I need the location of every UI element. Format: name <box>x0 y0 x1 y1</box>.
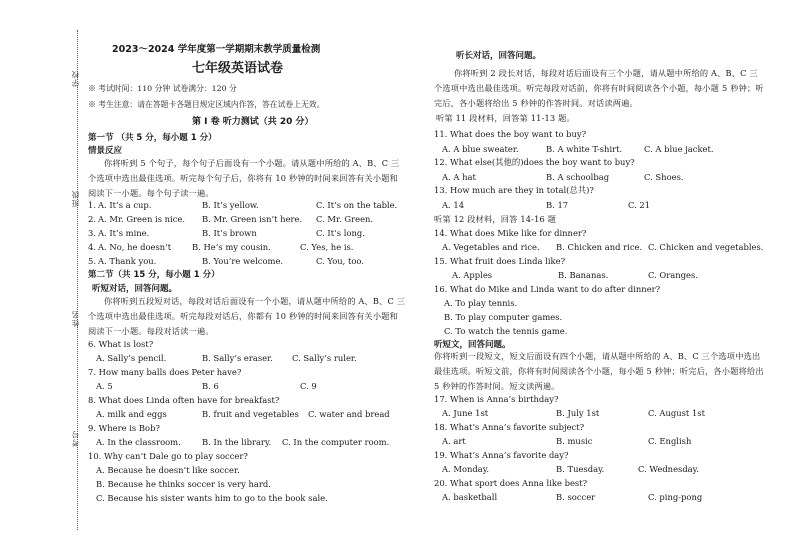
binding-margin <box>0 0 85 560</box>
question-12: 12. What else(其他的)does the boy want to buy? <box>434 157 635 167</box>
notice: ※ 考生注意：请在答题卡各题目规定区域内作答，答在试卷上无效。 <box>88 100 325 109</box>
question-7: 7. How many balls does Peter have? <box>88 367 242 377</box>
material-12-note: 听第 12 段材料，回答 14-16 题 <box>434 214 557 224</box>
section1-subtitle: 情景反应 <box>88 146 123 156</box>
binding-field-class: 班级 <box>71 190 80 207</box>
question-8: 8. What does Linda often have for breakfast? <box>88 395 280 405</box>
time-note: ※ 考试时间：110 分钟 试卷满分：120 分 <box>88 84 237 93</box>
question-13: 13. How much are they in total(总共)? <box>434 185 594 195</box>
question-20: 20. What sport does Anna like best? <box>434 478 588 488</box>
question-16-option-b: B. To play computer games. <box>444 312 563 322</box>
question-14: 14. What does Mike like for dinner? <box>434 228 587 238</box>
section2-subtitle: 听短对话，回答问题。 <box>92 284 178 294</box>
part1-title: 第 Ⅰ 卷 听力测试（共 20 分） <box>192 117 314 127</box>
exam-title: 七年级英语试卷 <box>192 61 284 76</box>
question-9: 9. Where is Bob? <box>88 423 160 433</box>
question-10-option-a: A. Because he doesn’t like soccer. <box>96 465 240 475</box>
long-dialog-subtitle: 听长对话，回答问题。 <box>456 51 542 61</box>
section1-title: 第一节 （共 5 分，每小题 1 分） <box>88 133 217 143</box>
question-6: 6. What is lost? <box>88 339 154 349</box>
question-16: 16. What do Mike and Linda want to do after dinner? <box>434 284 661 294</box>
long-dialog-instructions: 你将听到 2 段长对话，每段对话后面设有三个小题，请从题中所给的 A、B、C 三个选项中选出最佳选项。听完每段对话前，你将有时间阅读各个小题，每小题 5 秒钟；听完后，各小题将给出 5 秒钟的作答时间。对话读两遍。 <box>434 68 764 108</box>
section1-instructions: 你将听到 5 个句子，每个句子后面设有一个小题。请从题中所给的 A、B、C 三个选项中选出最佳选项。听完每个句子后，你将有 10 秒钟的时间来回答有关小题和阅读下一小题。每个句子读一遍。 <box>88 158 400 198</box>
binding-field-school: 学校 <box>71 70 80 87</box>
exam-header-title: 2023～2024 学年度第一学期期末教学质量检测 <box>112 44 321 55</box>
passage-instructions: 你将听到一段短文，短文后面设有四个小题，请从题中所给的 A、B、C 三个选项中选出最佳选项。听短文前，你将有时间阅读各个小题，每小题 5 秒钟；听完后，各小题将给出 5 秒钟的作答时间。短文读两遍。 <box>434 351 764 391</box>
question-18: 18. What’s Anna’s favorite subject? <box>434 422 585 432</box>
binding-field-number: 考号 <box>71 430 80 447</box>
dotted-binding-line <box>77 30 79 530</box>
question-15: 15. What fruit does Linda like? <box>434 256 566 266</box>
question-17: 17. When is Anna’s birthday? <box>434 394 559 404</box>
question-10: 10. Why can’t Dale go to play soccer? <box>88 451 248 461</box>
question-11: 11. What does the boy want to buy? <box>434 129 587 139</box>
section2-instructions: 你将听到五段短对话，每段对话后面设有一个小题，请从题中所给的 A、B、C 三个选项中选出最佳选项。听完每段对话后，你都有 10 秒钟的时间来回答有关小题和阅读下一小题。每段对话读一遍。 <box>88 296 406 336</box>
material-11-note: 听第 11 段材料，回答第 11-13 题。 <box>436 113 575 123</box>
passage-subtitle: 听短文，回答问题。 <box>434 340 511 350</box>
question-16-option-c: C. To watch the tennis game. <box>444 326 568 336</box>
section2-title: 第二节（共 15 分，每小题 1 分） <box>88 270 220 280</box>
question-10-option-b: B. Because he thinks soccer is very hard. <box>96 479 271 489</box>
question-10-option-c: C. Because his sister wants him to go to the book sale. <box>96 493 328 503</box>
question-16-option-a: A. To play tennis. <box>444 298 518 308</box>
question-19: 19. What’s Anna’s favorite day? <box>434 450 569 460</box>
binding-field-name: 姓名 <box>71 310 80 327</box>
